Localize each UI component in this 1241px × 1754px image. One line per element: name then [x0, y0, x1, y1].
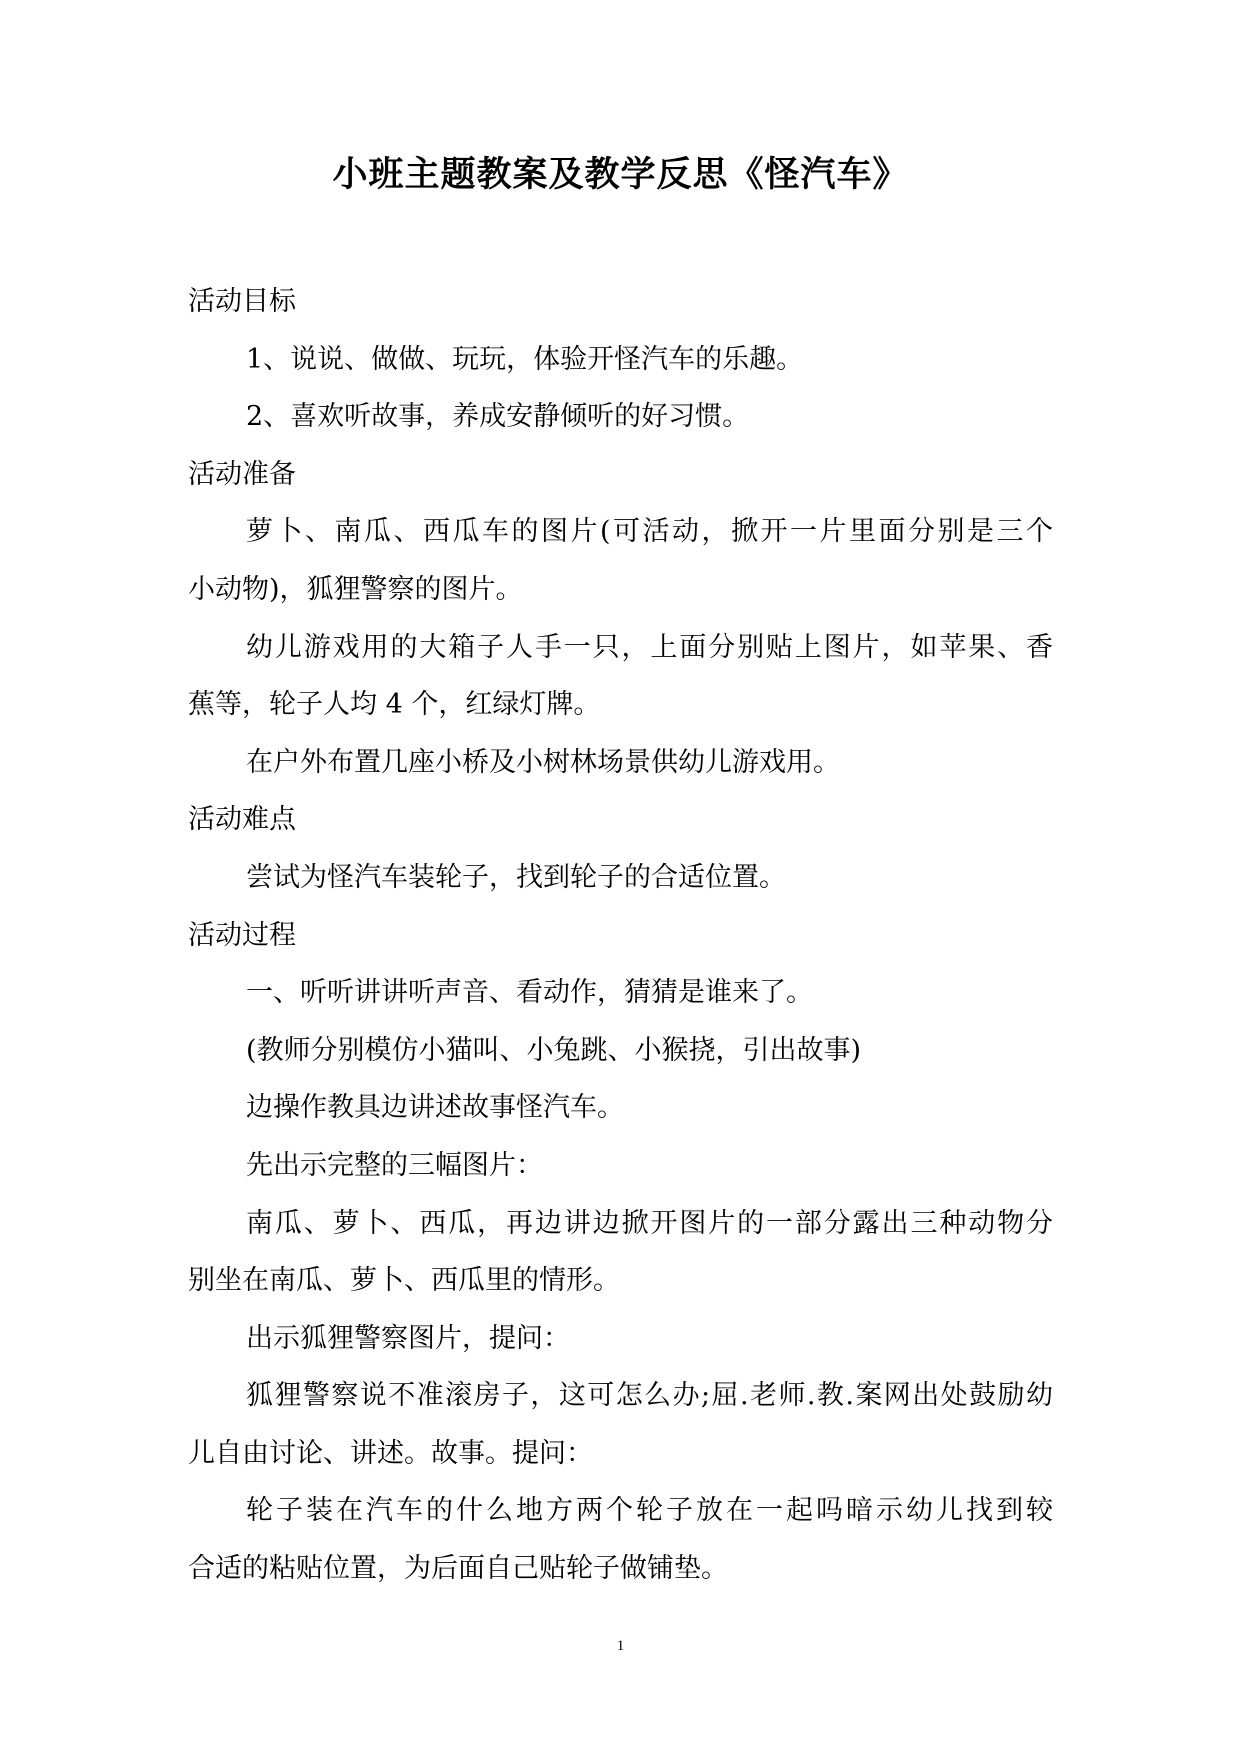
paragraph-line: 别坐在南瓜、萝卜、西瓜里的情形。	[188, 1265, 620, 1297]
paragraph-line: 先出示完整的三幅图片：	[246, 1149, 543, 1181]
goal-item-1: 1、说说、做做、玩玩，体验开怪汽车的乐趣。	[246, 343, 804, 375]
goal-item-2: 2、喜欢听故事，养成安静倾听的好习惯。	[246, 401, 750, 433]
paragraph-line: 幼儿游戏用的大箱子人手一只，上面分别贴上图片，如苹果、香	[246, 631, 1053, 663]
paragraph-line: 南瓜、萝卜、西瓜，再边讲边掀开图片的一部分露出三种动物分	[246, 1207, 1053, 1239]
section-heading-preparation: 活动准备	[188, 458, 296, 490]
document-body	[188, 273, 1053, 1598]
page-number: 1	[616, 1638, 625, 1654]
paragraph-line: 轮子装在汽车的什么地方两个轮子放在一起吗暗示幼儿找到较	[246, 1495, 1053, 1527]
paragraph-line: 小动物)，狐狸警察的图片。	[188, 573, 523, 605]
paragraph-line: 一、听听讲讲听声音、看动作，猜猜是谁来了。	[246, 977, 813, 1009]
paragraph-line: 尝试为怪汽车装轮子，找到轮子的合适位置。	[246, 861, 786, 893]
paragraph-line: 狐狸警察说不准滚房子，这可怎么办;屈.老师.教.案网出处鼓励幼	[246, 1380, 1053, 1412]
paragraph-line: 儿自由讨论、讲述。故事。提问：	[188, 1437, 593, 1469]
paragraph-line: 边操作教具边讲述故事怪汽车。	[246, 1092, 624, 1124]
section-heading-goals: 活动目标	[188, 286, 296, 317]
paragraph-line: 出示狐狸警察图片，提问：	[246, 1322, 570, 1354]
section-heading-difficulty: 活动难点	[188, 804, 296, 836]
paragraph-line: (教师分别模仿小猫叫、小兔跳、小猴挠，引出故事)	[246, 1034, 862, 1066]
section-heading-process: 活动过程	[188, 919, 296, 951]
paragraph-line: 蕉等，轮子人均 4 个，红绿灯牌。	[188, 689, 601, 721]
paragraph-line: 萝卜、南瓜、西瓜车的图片(可活动，掀开一片里面分别是三个	[246, 516, 1053, 548]
paragraph-line: 在户外布置几座小桥及小树林场景供幼儿游戏用。	[246, 746, 840, 778]
paragraph-line: 合适的粘贴位置，为后面自己贴轮子做铺垫。	[188, 1553, 728, 1585]
document-title: 小班主题教案及教学反思《怪汽车》	[332, 154, 909, 195]
